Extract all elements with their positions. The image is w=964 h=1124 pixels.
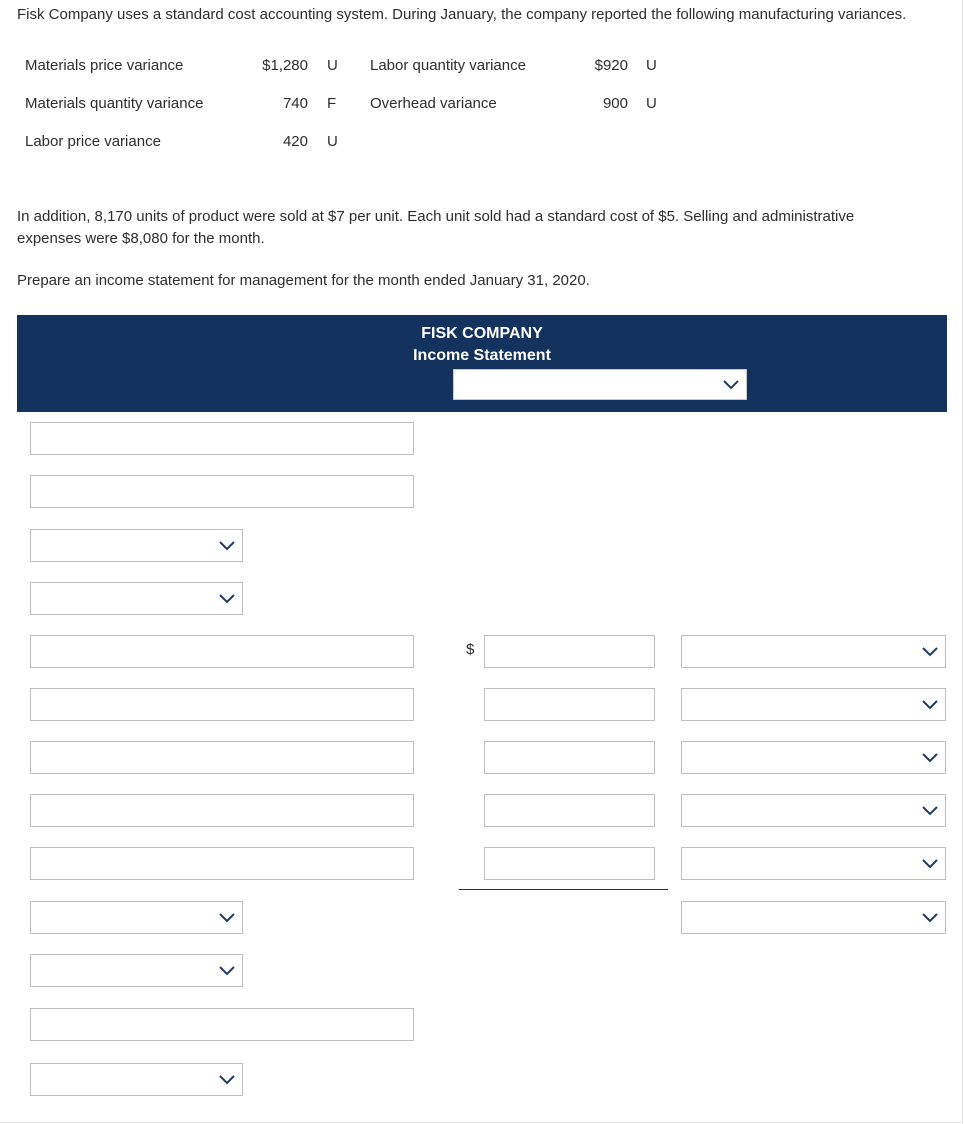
line-item-input[interactable] — [30, 475, 414, 508]
amount-input[interactable] — [484, 794, 655, 827]
chevron-down-icon — [922, 753, 938, 763]
fav-unfav-select[interactable] — [681, 741, 946, 774]
period-select[interactable] — [453, 369, 747, 400]
fav-unfav-select[interactable] — [681, 688, 946, 721]
line-item-input[interactable] — [30, 688, 414, 721]
variance-amount: $920 — [594, 57, 628, 74]
variance-flag: U — [646, 57, 657, 74]
variance-flag: U — [327, 133, 338, 150]
line-item-input[interactable] — [30, 794, 414, 827]
variance-amount: 420 — [282, 133, 308, 150]
line-item-input[interactable] — [30, 847, 414, 880]
currency-symbol: $ — [466, 641, 475, 658]
line-item-select[interactable] — [30, 954, 243, 987]
fav-unfav-select[interactable] — [681, 635, 946, 668]
chevron-down-icon — [219, 594, 235, 604]
variance-flag: U — [646, 95, 657, 112]
variance-label: Labor quantity variance — [370, 57, 526, 74]
line-item-input[interactable] — [30, 422, 414, 455]
variance-amount: $1,280 — [262, 57, 308, 74]
chevron-down-icon — [922, 806, 938, 816]
chevron-down-icon — [219, 966, 235, 976]
line-item-input[interactable] — [30, 1008, 414, 1041]
variance-amount: 740 — [282, 95, 308, 112]
statement-title: Income Statement — [413, 347, 551, 364]
amount-input[interactable] — [484, 635, 655, 668]
chevron-down-icon — [922, 913, 938, 923]
chevron-down-icon — [922, 859, 938, 869]
chevron-down-icon — [219, 913, 235, 923]
amount-input[interactable] — [484, 847, 655, 880]
company-name: FISK COMPANY — [421, 325, 543, 342]
line-item-select[interactable] — [30, 529, 243, 562]
variance-label: Materials price variance — [25, 57, 184, 74]
variance-flag: F — [327, 95, 337, 112]
line-item-select[interactable] — [30, 582, 243, 615]
line-item-input[interactable] — [30, 635, 414, 668]
amount-input[interactable] — [484, 741, 655, 774]
chevron-down-icon — [723, 380, 739, 390]
variance-amount: 900 — [602, 95, 628, 112]
subtotal-rule — [459, 889, 668, 890]
fav-unfav-select[interactable] — [681, 901, 946, 934]
chevron-down-icon — [219, 541, 235, 551]
problem-instruction: Prepare an income statement for management for the month ended January 31, 2020. — [17, 272, 590, 289]
amount-input[interactable] — [484, 688, 655, 721]
problem-paragraph: In addition, 8,170 units of product were sold at $7 per unit. Each unit sold had a standard cost of $5. Selling and administrative expenses were $8,080 for the month. — [17, 208, 855, 247]
line-item-select[interactable] — [30, 1063, 243, 1096]
problem-intro: Fisk Company uses a standard cost accounting system. During January, the company reported the following manufacturing variances. — [17, 6, 907, 23]
variance-label: Materials quantity variance — [25, 95, 204, 112]
line-item-select[interactable] — [30, 901, 243, 934]
chevron-down-icon — [219, 1075, 235, 1085]
fav-unfav-select[interactable] — [681, 847, 946, 880]
statement-header — [17, 315, 947, 412]
variance-flag: U — [327, 57, 338, 74]
variance-label: Overhead variance — [370, 95, 497, 112]
fav-unfav-select[interactable] — [681, 794, 946, 827]
chevron-down-icon — [922, 647, 938, 657]
line-item-input[interactable] — [30, 741, 414, 774]
chevron-down-icon — [922, 700, 938, 710]
variance-label: Labor price variance — [25, 133, 161, 150]
